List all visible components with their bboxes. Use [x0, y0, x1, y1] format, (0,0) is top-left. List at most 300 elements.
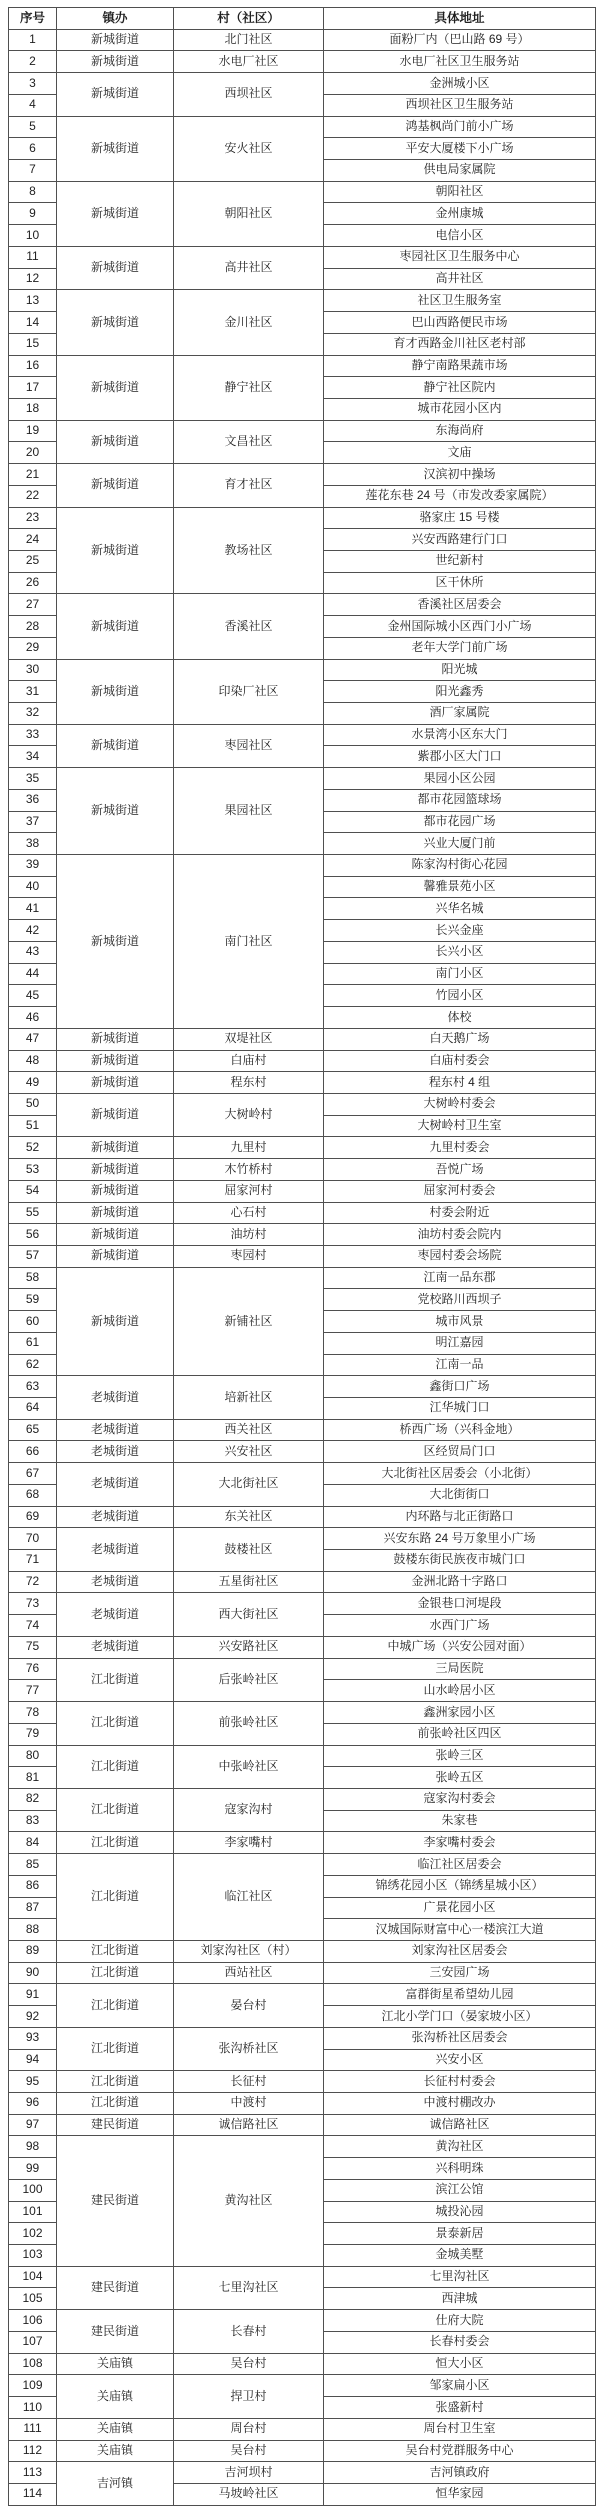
serial-cell: 56: [9, 1224, 57, 1246]
address-cell: 金州康城: [324, 203, 596, 225]
serial-cell: 48: [9, 1050, 57, 1072]
office-cell: 关庙镇: [57, 2418, 174, 2440]
serial-cell: 31: [9, 681, 57, 703]
address-cell: 张沟桥社区居委会: [324, 2027, 596, 2049]
office-cell: 新城街道: [57, 290, 174, 355]
serial-cell: 105: [9, 2288, 57, 2310]
serial-cell: 87: [9, 1897, 57, 1919]
serial-cell: 83: [9, 1810, 57, 1832]
table-row: [9, 420, 596, 442]
village-cell: 木竹桥村: [174, 1159, 324, 1181]
village-cell: 安火社区: [174, 116, 324, 181]
table-row: [9, 2114, 596, 2136]
table-row: [9, 1702, 596, 1724]
header-row: [9, 8, 596, 30]
office-cell: 建民街道: [57, 2310, 174, 2353]
office-cell: 江北街道: [57, 1984, 174, 2027]
address-cell: 兴安东路 24 号万象里小广场: [324, 1528, 596, 1550]
address-cell: 电信小区: [324, 225, 596, 247]
serial-cell: 29: [9, 637, 57, 659]
village-cell: 吴台村: [174, 2353, 324, 2375]
table-row: [9, 246, 596, 268]
office-cell: 老城街道: [57, 1376, 174, 1419]
serial-cell: 36: [9, 789, 57, 811]
serial-cell: 20: [9, 442, 57, 464]
serial-cell: 103: [9, 2245, 57, 2267]
serial-cell: 104: [9, 2266, 57, 2288]
address-cell: 大树岭村卫生室: [324, 1115, 596, 1137]
serial-cell: 112: [9, 2440, 57, 2462]
address-cell: 兴华名城: [324, 898, 596, 920]
office-cell: 新城街道: [57, 768, 174, 855]
address-cell: 景泰新居: [324, 2223, 596, 2245]
address-cell: 区干休所: [324, 572, 596, 594]
serial-cell: 74: [9, 1615, 57, 1637]
serial-cell: 86: [9, 1875, 57, 1897]
table-row: [9, 1528, 596, 1550]
serial-cell: 54: [9, 1180, 57, 1202]
table-row: [9, 2093, 596, 2115]
village-cell: 七里沟社区: [174, 2266, 324, 2309]
table-row: [9, 1832, 596, 1854]
serial-cell: 24: [9, 529, 57, 551]
village-cell: 金川社区: [174, 290, 324, 355]
serial-cell: 108: [9, 2353, 57, 2375]
village-cell: 印染厂社区: [174, 659, 324, 724]
serial-cell: 21: [9, 464, 57, 486]
table-row: [9, 1180, 596, 1202]
office-cell: 江北街道: [57, 1745, 174, 1788]
address-cell: 酒厂家属院: [324, 703, 596, 725]
village-cell: 诚信路社区: [174, 2114, 324, 2136]
address-cell: 鑫洲家园小区: [324, 1702, 596, 1724]
address-roster-table: [8, 7, 596, 2506]
serial-cell: 113: [9, 2462, 57, 2484]
address-cell: 金州国际城小区西门小广场: [324, 616, 596, 638]
address-cell: 阳光鑫秀: [324, 681, 596, 703]
table-row: [9, 1419, 596, 1441]
table-row: [9, 1463, 596, 1485]
address-cell: 果园小区公园: [324, 768, 596, 790]
address-cell: 兴科明珠: [324, 2158, 596, 2180]
address-cell: 城市风景: [324, 1311, 596, 1333]
address-cell: 育才西路金川社区老村部: [324, 333, 596, 355]
serial-cell: 8: [9, 181, 57, 203]
address-cell: 枣园社区卫生服务中心: [324, 246, 596, 268]
table-row: [9, 1376, 596, 1398]
address-cell: 鸿基枫尚门前小广场: [324, 116, 596, 138]
address-cell: 临江社区居委会: [324, 1854, 596, 1876]
table-row: [9, 2440, 596, 2462]
office-cell: 新城街道: [57, 181, 174, 246]
serial-cell: 81: [9, 1767, 57, 1789]
serial-cell: 12: [9, 268, 57, 290]
address-cell: 张岭五区: [324, 1767, 596, 1789]
address-cell: 体校: [324, 1007, 596, 1029]
address-cell: 大树岭村委会: [324, 1093, 596, 1115]
office-cell: 老城街道: [57, 1636, 174, 1658]
address-cell: 兴安西路建行门口: [324, 529, 596, 551]
village-cell: 长征村: [174, 2071, 324, 2093]
village-cell: 枣园社区: [174, 724, 324, 767]
village-cell: 朝阳社区: [174, 181, 324, 246]
table-row: [9, 1984, 596, 2006]
serial-cell: 75: [9, 1636, 57, 1658]
serial-cell: 111: [9, 2418, 57, 2440]
village-cell: 教场社区: [174, 507, 324, 594]
address-cell: 广景花园小区: [324, 1897, 596, 1919]
address-cell: 恒大小区: [324, 2353, 596, 2375]
address-cell: 白天鹅广场: [324, 1028, 596, 1050]
office-cell: 新城街道: [57, 594, 174, 659]
address-cell: 水西门广场: [324, 1615, 596, 1637]
table-row: [9, 1658, 596, 1680]
address-cell: 长春村委会: [324, 2331, 596, 2353]
office-cell: 老城街道: [57, 1441, 174, 1463]
serial-cell: 88: [9, 1919, 57, 1941]
address-cell: 党校路川西坝子: [324, 1289, 596, 1311]
address-cell: 江南一品东郡: [324, 1267, 596, 1289]
address-cell: 南门小区: [324, 963, 596, 985]
serial-cell: 34: [9, 746, 57, 768]
serial-cell: 68: [9, 1484, 57, 1506]
serial-cell: 82: [9, 1788, 57, 1810]
table-row: [9, 1593, 596, 1615]
village-cell: 张沟桥社区: [174, 2027, 324, 2070]
address-cell: 诚信路社区: [324, 2114, 596, 2136]
village-cell: 双堤社区: [174, 1028, 324, 1050]
table-row: [9, 2266, 596, 2288]
serial-cell: 90: [9, 1962, 57, 1984]
serial-cell: 79: [9, 1723, 57, 1745]
address-cell: 九里村委会: [324, 1137, 596, 1159]
serial-cell: 62: [9, 1354, 57, 1376]
office-cell: 新城街道: [57, 1202, 174, 1224]
office-cell: 新城街道: [57, 1245, 174, 1267]
village-cell: 吴台村: [174, 2440, 324, 2462]
address-cell: 文庙: [324, 442, 596, 464]
serial-cell: 107: [9, 2331, 57, 2353]
village-cell: 鼓楼社区: [174, 1528, 324, 1571]
office-cell: 新城街道: [57, 1050, 174, 1072]
address-cell: 城市花园小区内: [324, 398, 596, 420]
village-cell: 九里村: [174, 1137, 324, 1159]
village-cell: 捍卫村: [174, 2375, 324, 2418]
village-cell: 李家嘴村: [174, 1832, 324, 1854]
table-row: [9, 1028, 596, 1050]
address-cell: 骆家庄 15 号楼: [324, 507, 596, 529]
serial-cell: 101: [9, 2201, 57, 2223]
serial-cell: 25: [9, 550, 57, 572]
serial-cell: 50: [9, 1093, 57, 1115]
serial-cell: 7: [9, 160, 57, 182]
table-row: [9, 1745, 596, 1767]
address-cell: 明江嘉园: [324, 1332, 596, 1354]
address-cell: 朱家巷: [324, 1810, 596, 1832]
address-cell: 馨雅景苑小区: [324, 876, 596, 898]
address-cell: 张盛新村: [324, 2397, 596, 2419]
table-row: [9, 1962, 596, 1984]
serial-cell: 22: [9, 485, 57, 507]
serial-cell: 66: [9, 1441, 57, 1463]
address-cell: 社区卫生服务室: [324, 290, 596, 312]
address-cell: 江华城门口: [324, 1398, 596, 1420]
office-cell: 新城街道: [57, 1267, 174, 1376]
serial-cell: 35: [9, 768, 57, 790]
village-cell: 高井社区: [174, 246, 324, 289]
table-body: [9, 29, 596, 2505]
village-cell: 西坝社区: [174, 73, 324, 116]
serial-cell: 100: [9, 2179, 57, 2201]
serial-cell: 1: [9, 29, 57, 51]
office-cell: 江北街道: [57, 1702, 174, 1745]
office-cell: 江北街道: [57, 2093, 174, 2115]
office-cell: 新城街道: [57, 355, 174, 420]
office-cell: 吉河镇: [57, 2462, 174, 2505]
table-row: [9, 2418, 596, 2440]
address-cell: 面粉厂内（巴山路 69 号）: [324, 29, 596, 51]
address-cell: 水电厂社区卫生服务站: [324, 51, 596, 73]
office-cell: 新城街道: [57, 464, 174, 507]
serial-cell: 99: [9, 2158, 57, 2180]
serial-cell: 94: [9, 2049, 57, 2071]
village-cell: 寇家沟村: [174, 1788, 324, 1831]
village-cell: 西关社区: [174, 1419, 324, 1441]
office-cell: 新城街道: [57, 724, 174, 767]
office-cell: 关庙镇: [57, 2440, 174, 2462]
serial-cell: 43: [9, 941, 57, 963]
address-cell: 吾悦广场: [324, 1159, 596, 1181]
serial-cell: 3: [9, 73, 57, 95]
serial-cell: 76: [9, 1658, 57, 1680]
address-cell: 黄沟社区: [324, 2136, 596, 2158]
serial-cell: 27: [9, 594, 57, 616]
office-cell: 新城街道: [57, 1093, 174, 1136]
office-cell: 江北街道: [57, 1854, 174, 1941]
village-cell: 心石村: [174, 1202, 324, 1224]
address-cell: 静宁社区院内: [324, 377, 596, 399]
serial-cell: 16: [9, 355, 57, 377]
address-cell: 金城美墅: [324, 2245, 596, 2267]
serial-cell: 17: [9, 377, 57, 399]
village-cell: 临江社区: [174, 1854, 324, 1941]
table-row: [9, 1441, 596, 1463]
address-cell: 兴安小区: [324, 2049, 596, 2071]
table-row: [9, 724, 596, 746]
header-address: 具体地址: [324, 8, 596, 30]
office-cell: 新城街道: [57, 1137, 174, 1159]
table-row: [9, 1159, 596, 1181]
address-cell: 三局医院: [324, 1658, 596, 1680]
address-cell: 世纪新村: [324, 550, 596, 572]
serial-cell: 95: [9, 2071, 57, 2093]
serial-cell: 45: [9, 985, 57, 1007]
village-cell: 晏台村: [174, 1984, 324, 2027]
table-row: [9, 1137, 596, 1159]
address-cell: 江南一品: [324, 1354, 596, 1376]
header-office: 镇办: [57, 8, 174, 30]
address-cell: 寇家沟村委会: [324, 1788, 596, 1810]
table-row: [9, 51, 596, 73]
village-cell: 南门社区: [174, 855, 324, 1029]
office-cell: 关庙镇: [57, 2375, 174, 2418]
address-cell: 大北街社区居委会（小北街）: [324, 1463, 596, 1485]
serial-cell: 55: [9, 1202, 57, 1224]
address-cell: 城投沁园: [324, 2201, 596, 2223]
address-cell: 供电局家属院: [324, 160, 596, 182]
serial-cell: 78: [9, 1702, 57, 1724]
village-cell: 马坡岭社区: [174, 2483, 324, 2505]
address-cell: 邹家扁小区: [324, 2375, 596, 2397]
serial-cell: 46: [9, 1007, 57, 1029]
table-row: [9, 2353, 596, 2375]
address-cell: 鼓楼东街民族夜市城门口: [324, 1550, 596, 1572]
table-row: [9, 1506, 596, 1528]
serial-cell: 2: [9, 51, 57, 73]
table-row: [9, 2462, 596, 2484]
table-row: [9, 1571, 596, 1593]
address-cell: 程东村 4 组: [324, 1072, 596, 1094]
address-cell: 汉滨初中操场: [324, 464, 596, 486]
village-cell: 吉河坝村: [174, 2462, 324, 2484]
village-cell: 西大街社区: [174, 1593, 324, 1636]
village-cell: 屈家河村: [174, 1180, 324, 1202]
address-cell: 大北街街口: [324, 1484, 596, 1506]
office-cell: 新城街道: [57, 29, 174, 51]
village-cell: 大北街社区: [174, 1463, 324, 1506]
office-cell: 新城街道: [57, 1159, 174, 1181]
address-cell: 鑫街口广场: [324, 1376, 596, 1398]
village-cell: 水电厂社区: [174, 51, 324, 73]
serial-cell: 28: [9, 616, 57, 638]
table-row: [9, 1050, 596, 1072]
office-cell: 新城街道: [57, 116, 174, 181]
table-row: [9, 116, 596, 138]
table-row: [9, 768, 596, 790]
serial-cell: 38: [9, 833, 57, 855]
address-cell: 都市花园广场: [324, 811, 596, 833]
address-cell: 都市花园篮球场: [324, 789, 596, 811]
address-cell: 老年大学门前广场: [324, 637, 596, 659]
village-cell: 周台村: [174, 2418, 324, 2440]
address-cell: 滨江公馆: [324, 2179, 596, 2201]
office-cell: 新城街道: [57, 73, 174, 116]
office-cell: 新城街道: [57, 246, 174, 289]
address-cell: 白庙村委会: [324, 1050, 596, 1072]
address-cell: 水景湾小区东大门: [324, 724, 596, 746]
village-cell: 五星街社区: [174, 1571, 324, 1593]
serial-cell: 93: [9, 2027, 57, 2049]
address-cell: 周台村卫生室: [324, 2418, 596, 2440]
table-row: [9, 1788, 596, 1810]
serial-cell: 63: [9, 1376, 57, 1398]
office-cell: 老城街道: [57, 1571, 174, 1593]
serial-cell: 73: [9, 1593, 57, 1615]
address-cell: 村委会附近: [324, 1202, 596, 1224]
village-cell: 中张岭社区: [174, 1745, 324, 1788]
serial-cell: 37: [9, 811, 57, 833]
office-cell: 新城街道: [57, 1028, 174, 1050]
serial-cell: 98: [9, 2136, 57, 2158]
address-cell: 金银巷口河堤段: [324, 1593, 596, 1615]
table-row: [9, 2027, 596, 2049]
office-cell: 新城街道: [57, 51, 174, 73]
village-cell: 新铺社区: [174, 1267, 324, 1376]
serial-cell: 89: [9, 1940, 57, 1962]
serial-cell: 30: [9, 659, 57, 681]
header-serial: 序号: [9, 8, 57, 30]
serial-cell: 51: [9, 1115, 57, 1137]
table-row: [9, 181, 596, 203]
serial-cell: 77: [9, 1680, 57, 1702]
address-cell: 静宁南路果蔬市场: [324, 355, 596, 377]
serial-cell: 57: [9, 1245, 57, 1267]
office-cell: 老城街道: [57, 1593, 174, 1636]
village-cell: 东关社区: [174, 1506, 324, 1528]
office-cell: 江北街道: [57, 1962, 174, 1984]
table-row: [9, 1267, 596, 1289]
address-cell: 朝阳社区: [324, 181, 596, 203]
village-cell: 兴安社区: [174, 1441, 324, 1463]
village-cell: 兴安路社区: [174, 1636, 324, 1658]
serial-cell: 64: [9, 1398, 57, 1420]
address-cell: 桥西广场（兴科金地）: [324, 1419, 596, 1441]
address-cell: 山水岭居小区: [324, 1680, 596, 1702]
office-cell: 建民街道: [57, 2114, 174, 2136]
office-cell: 老城街道: [57, 1528, 174, 1571]
address-cell: 汉城国际财富中心一楼滨江大道: [324, 1919, 596, 1941]
table-row: [9, 2310, 596, 2332]
serial-cell: 42: [9, 920, 57, 942]
table-row: [9, 507, 596, 529]
address-cell: 恒华家园: [324, 2483, 596, 2505]
serial-cell: 97: [9, 2114, 57, 2136]
address-cell: 富群街星希望幼儿园: [324, 1984, 596, 2006]
table-row: [9, 2136, 596, 2158]
address-cell: 长兴金座: [324, 920, 596, 942]
address-cell: 高井社区: [324, 268, 596, 290]
serial-cell: 9: [9, 203, 57, 225]
address-cell: 长兴小区: [324, 941, 596, 963]
address-cell: 香溪社区居委会: [324, 594, 596, 616]
office-cell: 江北街道: [57, 2027, 174, 2070]
serial-cell: 65: [9, 1419, 57, 1441]
table-row: [9, 2071, 596, 2093]
serial-cell: 59: [9, 1289, 57, 1311]
village-cell: 黄沟社区: [174, 2136, 324, 2266]
address-cell: 屈家河村委会: [324, 1180, 596, 1202]
address-cell: 内环路与北正街路口: [324, 1506, 596, 1528]
office-cell: 新城街道: [57, 507, 174, 594]
address-cell: 吴台村党群服务中心: [324, 2440, 596, 2462]
address-cell: 七里沟社区: [324, 2266, 596, 2288]
serial-cell: 41: [9, 898, 57, 920]
village-cell: 白庙村: [174, 1050, 324, 1072]
serial-cell: 18: [9, 398, 57, 420]
serial-cell: 110: [9, 2397, 57, 2419]
serial-cell: 96: [9, 2093, 57, 2115]
address-cell: 张岭三区: [324, 1745, 596, 1767]
address-cell: 平安大厦楼下小广场: [324, 138, 596, 160]
table-row: [9, 1224, 596, 1246]
village-cell: 大树岭村: [174, 1093, 324, 1136]
table-row: [9, 464, 596, 486]
table-row: [9, 73, 596, 95]
serial-cell: 80: [9, 1745, 57, 1767]
serial-cell: 33: [9, 724, 57, 746]
office-cell: 江北街道: [57, 2071, 174, 2093]
table-row: [9, 29, 596, 51]
